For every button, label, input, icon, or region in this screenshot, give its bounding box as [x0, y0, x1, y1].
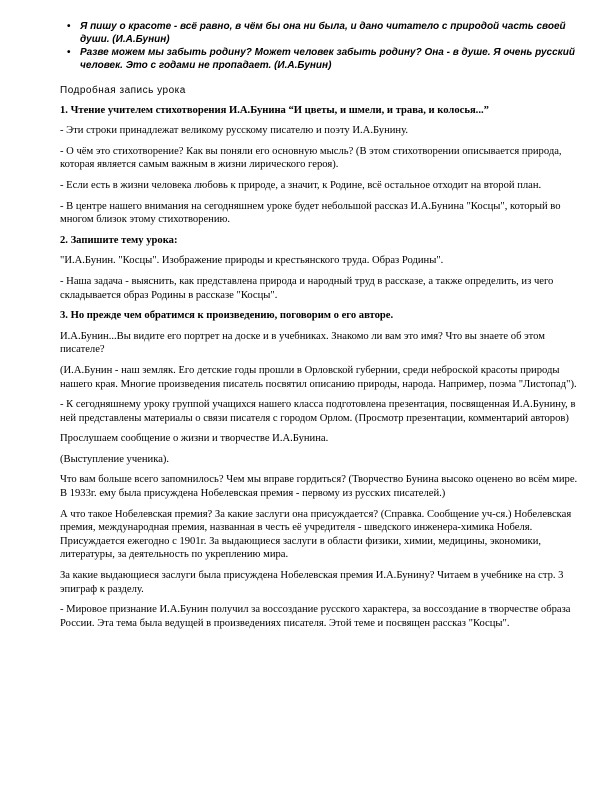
epigraph-item	[67, 46, 580, 72]
paragraph: - Мировое признание И.А.Бунин получил за воссоздание русского характера, за воссоздание в творчестве образа России. Эта тема была ведущей в произведениях писателя. Этой теме и посвящен рассказ "Косцы".	[60, 604, 571, 629]
document-body	[60, 20, 580, 637]
epigraph-text: Разве можем мы забыть родину? Может человек забыть родину? Она - в душе. Я очень русский человек. Это с годами не пропадает. (И.А.Бунин)	[80, 47, 575, 71]
paragraph: Что вам больше всего запомнилось? Чем мы вправе гордиться? (Творчество Бунина высоко оценено во всём мире. В 1933г. ему была присуждена Нобелевская премия - первому из русских писателей.)	[60, 474, 578, 500]
section-heading: 1. Чтение учителем стихотворения И.А.Бунина “И цветы, и шмели, и трава, и колосья...”	[60, 104, 489, 116]
paragraph: - Наша задача - выяснить, как представлена природа и народный труд в рассказе, а также определить, из чего складывается образ Родины в рассказе "Косцы".	[60, 275, 554, 301]
epigraph-list	[60, 20, 580, 72]
paragraph: - О чём это стихотворение? Как вы поняли его основную мысль? (В этом стихотворении описывается природа, которая является самым важным в жизни лирического героя).	[60, 145, 562, 171]
section-heading: 2. Запишите тему урока:	[60, 234, 178, 246]
paragraph: - Если есть в жизни человека любовь к природе, а значит, к Родине, всё остальное отходит на второй план.	[60, 179, 542, 191]
paragraph: А что такое Нобелевская премия? За какие заслуги она присуждается? (Справка. Сообщение уч-ся.) Нобелевская премия, международная премия, названная в честь её учредителя - шведского инженера-химика Нобеля. Присуждается ежегодно с 1901г. За выдающиеся заслуги в области физики, химии, медицины, экономики, литературы, за деятельность по укреплению мира.	[60, 508, 572, 561]
paragraph: - К сегодняшнему уроку группой учащихся нашего класса подготовлена презентация, посвященная И.А.Бунину, в ней представлены материалы о связи писателя с городом Орлом. (Просмотр презентации, комментарий авторов)	[60, 399, 576, 424]
paragraph: За какие выдающиеся заслуги была присуждена Нобелевская премия И.А.Бунину? Читаем в учебнике на стр. 3 эпиграф к разделу.	[60, 570, 564, 595]
section-heading: 3. Но прежде чем обратимся к произведению, поговорим о его авторе.	[60, 310, 394, 322]
paragraph: "И.А.Бунин. "Косцы". Изображение природы и крестьянского труда. Образ Родины".	[60, 255, 444, 267]
paragraph: (И.А.Бунин - наш земляк. Его детские годы прошли в Орловской губернии, среди неброской красоты природы нашего края. Многие произведения писатель посвятил описанию природы, народа. Например, поэма "Листопад").	[60, 364, 577, 390]
epigraph-text: Я пишу о красоте - всё равно, в чём бы она ни была, и дано читатело с природой часть своей души. (И.А.Бунин)	[80, 21, 566, 45]
lesson-paragraphs	[60, 104, 580, 631]
paragraph: - В центре нашего внимания на сегодняшнем уроке будет небольшой рассказ И.А.Бунина "Косцы", который во многом близок этому стихотворению.	[60, 200, 561, 226]
bullet-icon: •	[67, 21, 71, 32]
epigraph-item	[67, 20, 580, 46]
paragraph: - Эти строки принадлежат великому русскому писателю и поэту И.А.Бунину.	[60, 125, 408, 137]
paragraph: (Выступление ученика).	[60, 453, 170, 465]
section-label: Подробная запись урока	[60, 85, 186, 96]
paragraph: И.А.Бунин...Вы видите его портрет на доске и в учебниках. Знакомо ли вам это имя? Что вы знаете об этом писателе?	[60, 330, 545, 356]
paragraph: Прослушаем сообщение о жизни и творчестве И.А.Бунина.	[60, 433, 329, 445]
bullet-icon: •	[67, 47, 71, 58]
